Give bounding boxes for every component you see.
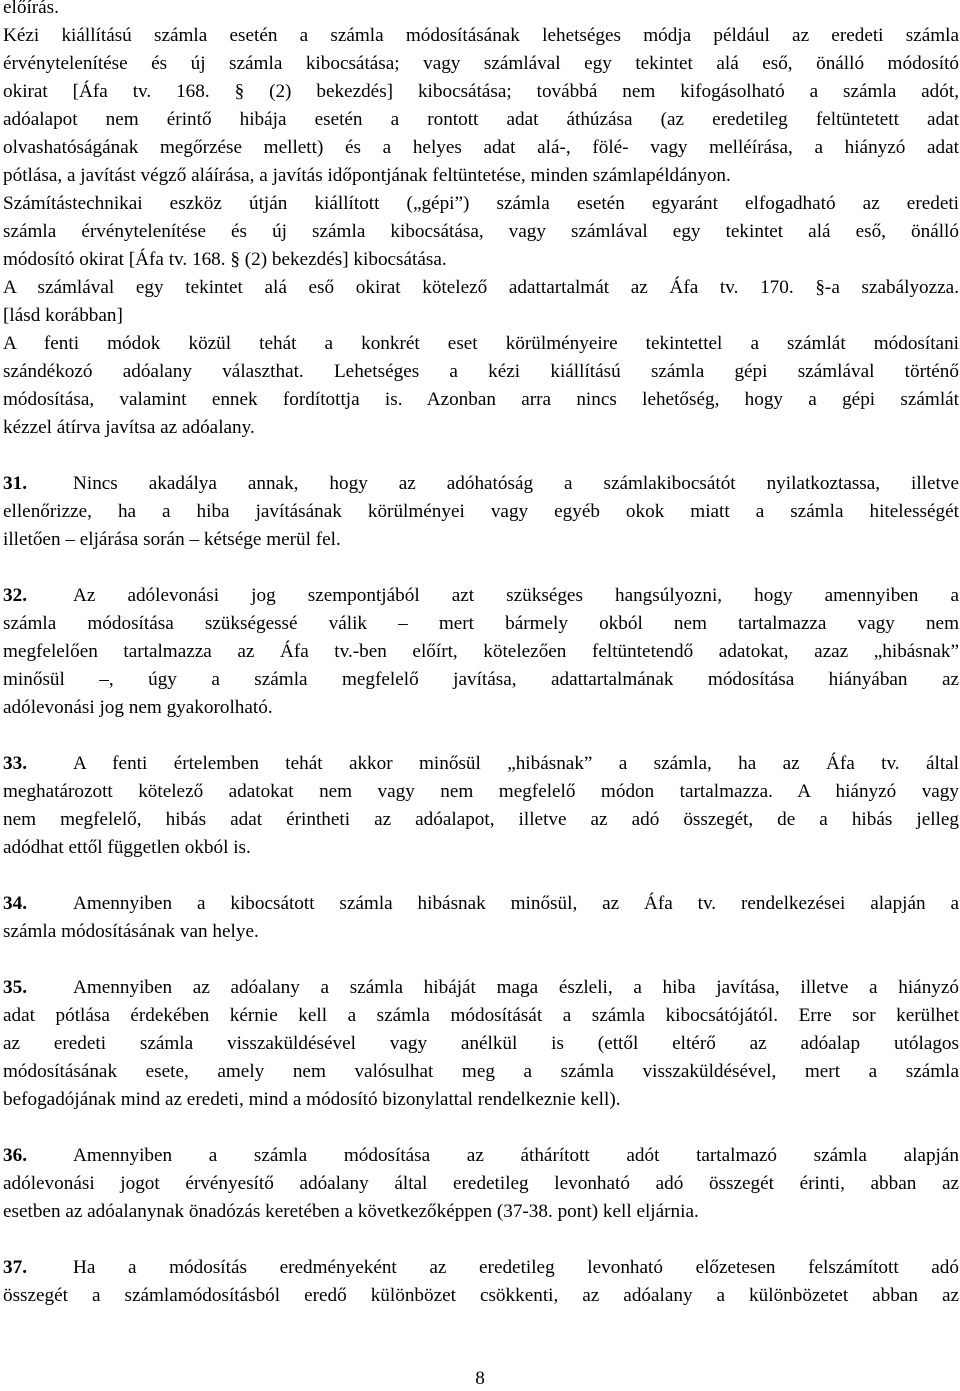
- text-line: előírás.: [3, 0, 59, 18]
- text-line: A számlával egy tekintet alá eső okirat kötelező adattartalmát az Áfa tv. 170. §-a szabályozza.: [3, 277, 959, 298]
- page-number: 8: [475, 1368, 485, 1389]
- section-text-line: minősül –, úgy a számla megfelelő javítása, adattartalmának módosítása hiányában az: [3, 669, 959, 690]
- section-text-line: esetben az adóalanynak önadózás keretében a következőképpen (37-38. pont) kell eljárnia.: [3, 1201, 699, 1222]
- section-first-text: Amennyiben a számla módosítása az áthárított adót tartalmazó számla alapján: [73, 1145, 959, 1166]
- text-line: érvénytelenítése és új számla kibocsátása; vagy számlával egy tekintet alá eső, önálló módosító: [3, 53, 959, 74]
- section-first-text: Nincs akadálya annak, hogy az adóhatóság a számlakibocsátót nyilatkoztassa, illetve: [73, 473, 959, 494]
- text-line: adóalapot nem érintő hibája esetén a rontott adat áthúzása (az eredetileg feltüntetett adat: [3, 109, 959, 130]
- text-line: A fenti módok közül tehát a konkrét eset körülményeire tekintettel a számlát módosítani: [3, 333, 959, 354]
- paragraph-gap: [3, 554, 959, 582]
- section-text-line: összegét a számlamódosításból eredő különbözet csökkenti, az adóalany a különbözetet abban az: [3, 1285, 959, 1306]
- section-first-line: [3, 582, 959, 610]
- section-number: 34.: [3, 893, 27, 914]
- section-text-line: meghatározott kötelező adatokat nem vagy nem megfelelő módon tartalmazza. A hiányzó vagy: [3, 781, 959, 802]
- text-line: kézzel átírva javítsa az adóalany.: [3, 417, 255, 438]
- section-number: 32.: [3, 585, 27, 606]
- section-first-line: [3, 974, 959, 1002]
- section-first-text: A fenti értelemben tehát akkor minősül „hibásnak” a számla, ha az Áfa tv. által: [73, 753, 959, 774]
- numbered-sections: [3, 442, 959, 1310]
- section-first-text: Amennyiben a kibocsátott számla hibásnak minősül, az Áfa tv. rendelkezései alapján a: [73, 893, 959, 914]
- paragraph-gap: [3, 1226, 959, 1254]
- section-text-line: befogadójának mind az eredeti, mind a módosító bizonylattal rendelkeznie kell).: [3, 1089, 621, 1110]
- text-line: Kézi kiállítású számla esetén a számla módosításának lehetséges módja például az eredeti számla: [3, 25, 959, 46]
- paragraph-gap: [3, 1114, 959, 1142]
- text-line: Számítástechnikai eszköz útján kiállított („gépi”) számla esetén egyaránt elfogadható az eredeti: [3, 193, 959, 214]
- paragraph-gap: [3, 946, 959, 974]
- text-line: módosító okirat [Áfa tv. 168. § (2) bekezdés] kibocsátása.: [3, 249, 447, 270]
- section-text-line: az eredeti számla visszaküldésével vagy anélkül is (ettől eltérő az adóalap utólagos: [3, 1033, 959, 1054]
- text-line: olvashatóságának megőrzése mellett) és a helyes adat alá-, fölé- vagy melléírása, a hiányzó adat: [3, 137, 959, 158]
- intro-paragraphs: [3, 0, 959, 442]
- section-first-line: [3, 470, 959, 498]
- section-first-line: [3, 890, 959, 918]
- paragraph-gap: [3, 442, 959, 470]
- section-number: 33.: [3, 753, 27, 774]
- section-first-text: Amennyiben az adóalany a számla hibáját maga észleli, a hiba javítása, illetve a hiányzó: [73, 977, 959, 998]
- section-number: 37.: [3, 1257, 27, 1278]
- section-text-line: számla módosításának van helye.: [3, 921, 259, 942]
- section-text-line: nem megfelelő, hibás adat érintheti az adóalapot, illetve az adó összegét, de a hibás jelleg: [3, 809, 959, 830]
- text-line: pótlása, a javítást végző aláírása, a javítás időpontjának feltüntetése, minden számlapéldányon.: [3, 165, 731, 186]
- section-text-line: adólevonási jogot érvényesítő adóalany által eredetileg levonható adó összegét érinti, abban az: [3, 1173, 959, 1194]
- section-first-text: Ha a módosítás eredményeként az eredetileg levonható előzetesen felszámított adó: [73, 1257, 959, 1278]
- section-text-line: adat pótlása érdekében kérnie kell a számla módosítását a számla kibocsátójától. Erre sor kerülhet: [3, 1005, 959, 1026]
- paragraph-gap: [3, 862, 959, 890]
- section-text-line: számla módosítása szükségessé válik – mert bármely okból nem tartalmazza vagy nem: [3, 613, 959, 634]
- section-first-line: [3, 1142, 959, 1170]
- section-text-line: ellenőrizze, ha a hiba javításának körülményei vagy egyéb okok miatt a számla hitelességét: [3, 501, 959, 522]
- section-number: 31.: [3, 473, 27, 494]
- text-line: módosítása, valamint ennek fordítottja is. Azonban arra nincs lehetőség, hogy a gépi számlát: [3, 389, 959, 410]
- section-number: 35.: [3, 977, 27, 998]
- paragraph-gap: [3, 722, 959, 750]
- text-line: okirat [Áfa tv. 168. § (2) bekezdés] kibocsátása; továbbá nem kifogásolható a számla adót,: [3, 81, 959, 102]
- text-line: szándékozó adóalany választhat. Lehetséges a kézi kiállítású számla gépi számlával történő: [3, 361, 959, 382]
- section-text-line: megfelelően tartalmazza az Áfa tv.-ben előírt, kötelezően feltüntetendő adatokat, azaz „hibásnak”: [3, 641, 959, 662]
- section-first-text: Az adólevonási jog szempontjából azt szükséges hangsúlyozni, hogy amennyiben a: [73, 585, 959, 606]
- section-first-line: [3, 1254, 959, 1282]
- section-text-line: adólevonási jog nem gyakorolható.: [3, 697, 273, 718]
- section-first-line: [3, 750, 959, 778]
- section-text-line: módosításának esete, amely nem valósulhat meg a számla visszaküldésével, mert a számla: [3, 1061, 959, 1082]
- section-number: 36.: [3, 1145, 27, 1166]
- section-text-line: illetően – eljárása során – kétsége merül fel.: [3, 529, 341, 550]
- text-line: [lásd korábban]: [3, 305, 123, 326]
- text-line: számla érvénytelenítése és új számla kibocsátása, vagy számlával egy tekintet alá eső, önálló: [3, 221, 959, 242]
- section-text-line: adódhat ettől független okból is.: [3, 837, 251, 858]
- document-page: [3, 0, 959, 1310]
